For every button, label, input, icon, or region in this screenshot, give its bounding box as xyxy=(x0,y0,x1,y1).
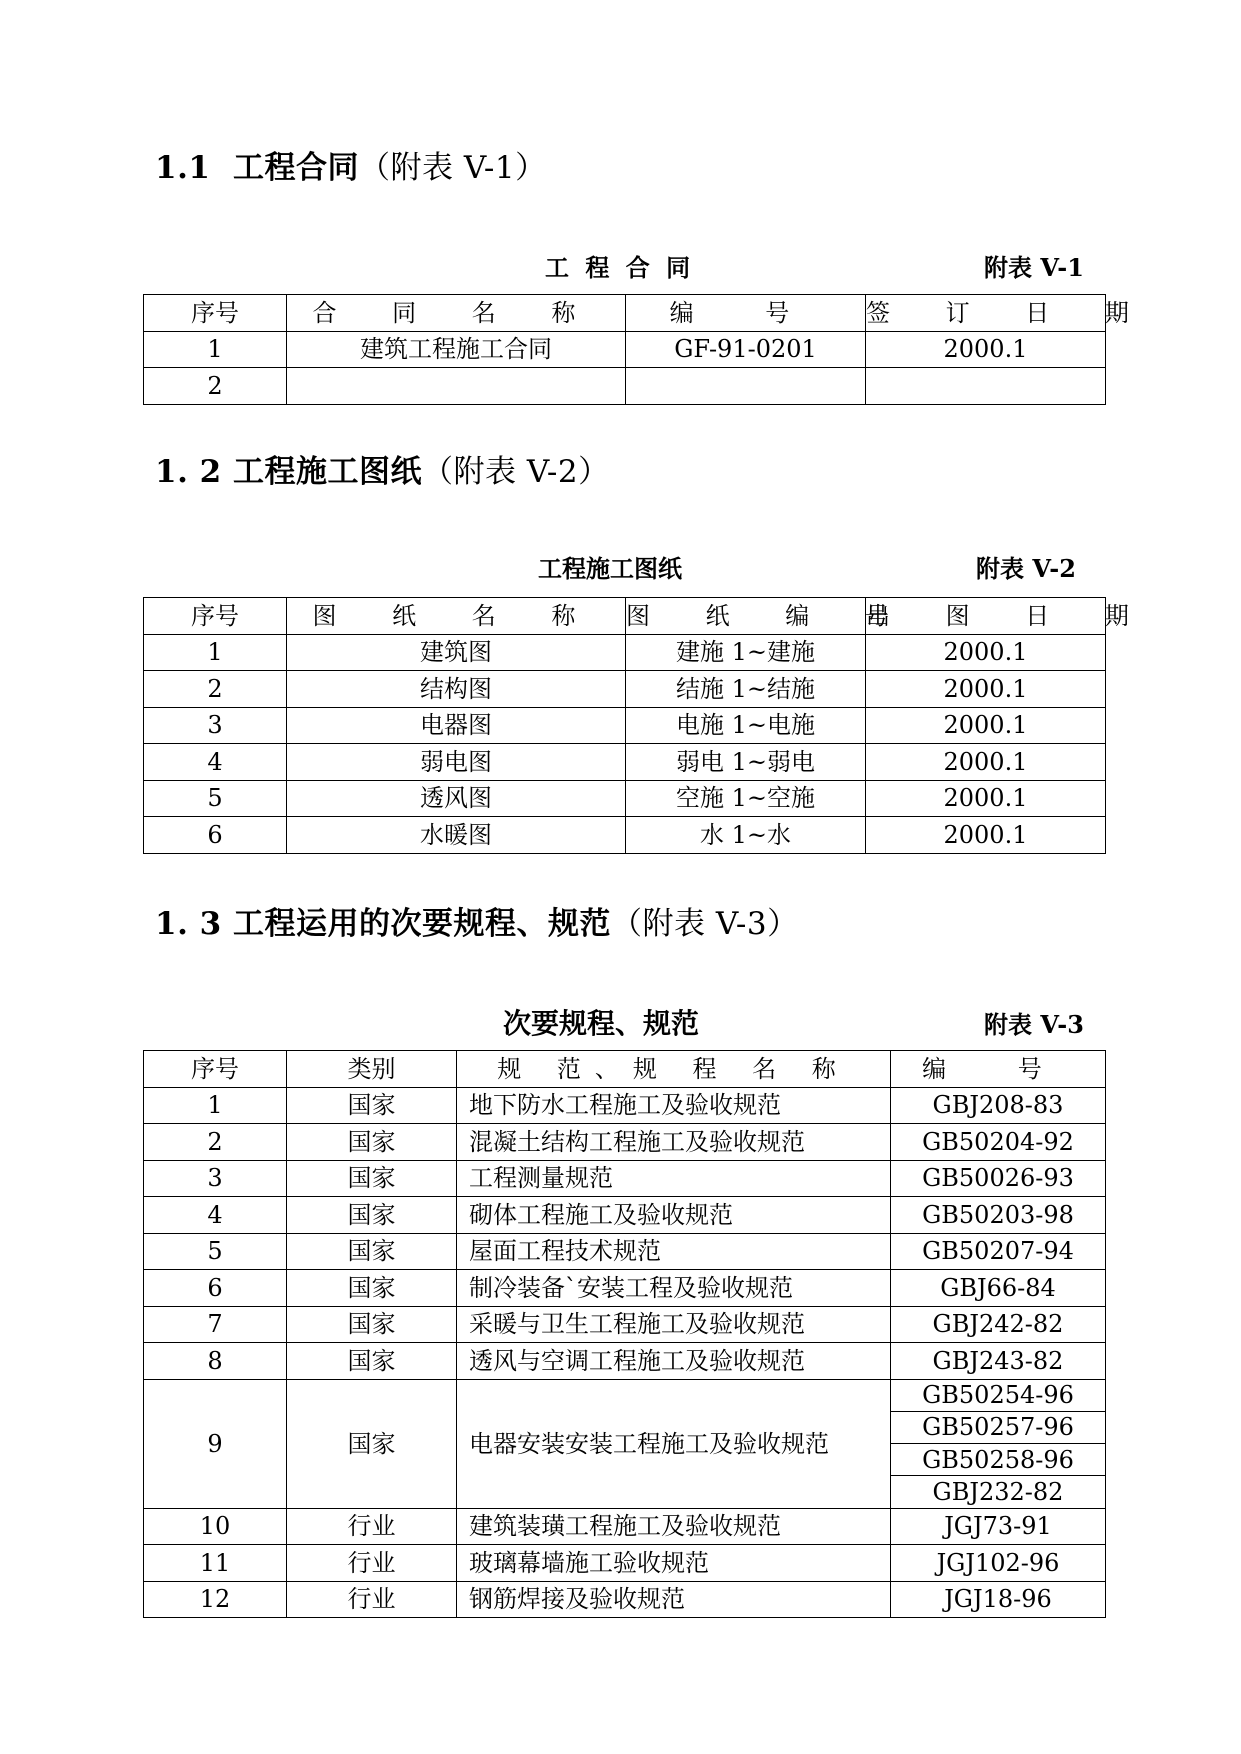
table-header-row xyxy=(144,295,1106,332)
table-caption: 工程施工图纸 xyxy=(538,554,682,583)
table-cell: GBJ66-84 xyxy=(891,1270,1106,1307)
table-cell xyxy=(626,368,866,405)
header-cell: 类别 xyxy=(287,1051,457,1088)
table-cell: GB50203-98 xyxy=(891,1197,1106,1234)
table-row xyxy=(144,817,1106,854)
table-cell xyxy=(287,368,626,405)
section-title: 工程施工图纸 xyxy=(233,454,423,490)
table-cell: 建施 1~建施 xyxy=(626,634,866,671)
drawings-table xyxy=(143,597,1153,854)
table-row xyxy=(144,1379,1106,1411)
table-cell: GB50026-93 xyxy=(891,1160,1106,1197)
table-cell: 结施 1~结施 xyxy=(626,671,866,708)
table-row xyxy=(144,1545,1106,1582)
table-cell: 玻璃幕墙施工验收规范 xyxy=(457,1545,891,1582)
section-title: 工程合同 xyxy=(233,150,360,186)
table-row xyxy=(144,1233,1106,1270)
header-cell: 图 纸 名 称 xyxy=(287,598,626,635)
table-cell: 透风与空调工程施工及验收规范 xyxy=(457,1343,891,1380)
table-row xyxy=(144,1197,1106,1234)
table-cell: 4 xyxy=(144,744,287,781)
table-cell: 国家 xyxy=(287,1233,457,1270)
section-annex-ref: （附表 V-3） xyxy=(611,906,799,942)
table-cell: GBJ242-82 xyxy=(891,1306,1106,1343)
section-number: 1. 2 xyxy=(155,454,222,490)
header-cell: 序号 xyxy=(144,1051,287,1088)
table-cell: 电施 1~电施 xyxy=(626,707,866,744)
annex-label: 附表 V-3 xyxy=(984,1010,1084,1039)
table-cell: GBJ232-82 xyxy=(891,1476,1106,1508)
table-cell: 电器安装安装工程施工及验收规范 xyxy=(457,1379,891,1508)
section-heading-1 xyxy=(155,142,547,187)
table-cell: GB50257-96 xyxy=(891,1411,1106,1443)
table-cell: 5 xyxy=(144,1233,287,1270)
table-cell: 国家 xyxy=(287,1160,457,1197)
table-row xyxy=(144,1087,1106,1124)
section-heading-2 xyxy=(155,446,610,491)
table-cell: 建筑装璜工程施工及验收规范 xyxy=(457,1508,891,1545)
table-cell: GB50204-92 xyxy=(891,1124,1106,1161)
table-cell: 1 xyxy=(144,331,287,368)
table-cell: 国家 xyxy=(287,1270,457,1307)
table-cell: 2 xyxy=(144,368,287,405)
table-cell: 5 xyxy=(144,780,287,817)
table-cell: 国家 xyxy=(287,1197,457,1234)
header-cell: 序号 xyxy=(144,598,287,635)
header-cell: 序号 xyxy=(144,295,287,332)
table-cell: 砌体工程施工及验收规范 xyxy=(457,1197,891,1234)
table-cell: 2000.1 xyxy=(866,634,1106,671)
table-row xyxy=(144,780,1106,817)
contract-table xyxy=(143,294,1153,405)
header-cell: 合 同 名 称 xyxy=(287,295,626,332)
table-cell: 透风图 xyxy=(287,780,626,817)
table-cell: GBJ208-83 xyxy=(891,1087,1106,1124)
table-cell: 2000.1 xyxy=(866,331,1106,368)
table-cell: 4 xyxy=(144,1197,287,1234)
table-row xyxy=(144,1306,1106,1343)
table-row xyxy=(144,1343,1106,1380)
table-cell: 2000.1 xyxy=(866,744,1106,781)
table-caption: 工 程 合 同 xyxy=(545,253,695,282)
standards-table xyxy=(143,1050,1106,1618)
table-cell: 2000.1 xyxy=(866,707,1106,744)
table-cell: JGJ102-96 xyxy=(891,1545,1106,1582)
table-cell: 7 xyxy=(144,1306,287,1343)
table-cell: 结构图 xyxy=(287,671,626,708)
table-cell: 3 xyxy=(144,707,287,744)
header-cell: 签 订 日 期 xyxy=(866,295,1106,332)
table-cell: 2 xyxy=(144,1124,287,1161)
table-cell: 2000.1 xyxy=(866,780,1106,817)
table-cell: 10 xyxy=(144,1508,287,1545)
table-cell: 6 xyxy=(144,1270,287,1307)
table-cell: 1 xyxy=(144,634,287,671)
table-row xyxy=(144,707,1106,744)
table-cell: 国家 xyxy=(287,1124,457,1161)
table-cell: 2000.1 xyxy=(866,671,1106,708)
table-cell: 2 xyxy=(144,671,287,708)
table-cell: 9 xyxy=(144,1379,287,1508)
table-cell: 钢筋焊接及验收规范 xyxy=(457,1581,891,1618)
header-cell: 规 范、规 程 名 称 xyxy=(457,1051,891,1088)
table-cell: 12 xyxy=(144,1581,287,1618)
table-cell: 水 1~水 xyxy=(626,817,866,854)
header-cell: 编 号 xyxy=(891,1051,1106,1088)
table-cell: 水暖图 xyxy=(287,817,626,854)
table-cell: 国家 xyxy=(287,1087,457,1124)
table-cell: JGJ18-96 xyxy=(891,1581,1106,1618)
table-cell: 工程测量规范 xyxy=(457,1160,891,1197)
table-cell: 建筑图 xyxy=(287,634,626,671)
table-cell: 6 xyxy=(144,817,287,854)
table-cell: 国家 xyxy=(287,1343,457,1380)
table-cell xyxy=(866,368,1106,405)
table-row xyxy=(144,368,1106,405)
table-cell: 弱电 1~弱电 xyxy=(626,744,866,781)
table-cell: 建筑工程施工合同 xyxy=(287,331,626,368)
table-cell: JGJ73-91 xyxy=(891,1508,1106,1545)
section-number: 1.1 xyxy=(155,150,211,186)
table-cell: GB50254-96 xyxy=(891,1379,1106,1411)
table-header-row xyxy=(144,598,1106,635)
header-cell: 图 纸 编 号 xyxy=(626,598,866,635)
section-number: 1. 3 xyxy=(155,906,222,942)
table-row xyxy=(144,1581,1106,1618)
table-caption: 次要规程、规范 xyxy=(503,1007,700,1040)
table-cell: 采暖与卫生工程施工及验收规范 xyxy=(457,1306,891,1343)
table-cell: 3 xyxy=(144,1160,287,1197)
header-cell: 出 图 日 期 xyxy=(866,598,1106,635)
table-cell: 8 xyxy=(144,1343,287,1380)
table-cell: 弱电图 xyxy=(287,744,626,781)
annex-label: 附表 V-2 xyxy=(976,554,1076,583)
table-row xyxy=(144,1508,1106,1545)
table-cell: 行业 xyxy=(287,1545,457,1582)
table-cell: 行业 xyxy=(287,1508,457,1545)
table-row xyxy=(144,331,1106,368)
table-cell: 行业 xyxy=(287,1581,457,1618)
table-cell: GF-91-0201 xyxy=(626,331,866,368)
table-row xyxy=(144,634,1106,671)
table-cell: 1 xyxy=(144,1087,287,1124)
table-cell: 地下防水工程施工及验收规范 xyxy=(457,1087,891,1124)
table-cell: GB50207-94 xyxy=(891,1233,1106,1270)
header-cell: 编 号 xyxy=(626,295,866,332)
section-annex-ref: （附表 V-2） xyxy=(422,454,610,490)
table-cell: 空施 1~空施 xyxy=(626,780,866,817)
table-header-row xyxy=(144,1051,1106,1088)
table-cell: 国家 xyxy=(287,1379,457,1508)
section-annex-ref: （附表 V-1） xyxy=(359,150,547,186)
table-row xyxy=(144,1270,1106,1307)
table-row xyxy=(144,1160,1106,1197)
section-title: 工程运用的次要规程、规范 xyxy=(233,906,612,942)
table-row xyxy=(144,1124,1106,1161)
table-cell: 国家 xyxy=(287,1306,457,1343)
table-cell: GBJ243-82 xyxy=(891,1343,1106,1380)
table-row xyxy=(144,671,1106,708)
table-cell: 混凝土结构工程施工及验收规范 xyxy=(457,1124,891,1161)
table-row xyxy=(144,744,1106,781)
section-heading-3 xyxy=(155,898,799,943)
table-cell: 电器图 xyxy=(287,707,626,744)
table-cell: GB50258-96 xyxy=(891,1444,1106,1476)
table-cell: 11 xyxy=(144,1545,287,1582)
table-cell: 屋面工程技术规范 xyxy=(457,1233,891,1270)
annex-label: 附表 V-1 xyxy=(984,253,1084,282)
table-cell: 制冷装备`安装工程及验收规范 xyxy=(457,1270,891,1307)
table-cell: 2000.1 xyxy=(866,817,1106,854)
